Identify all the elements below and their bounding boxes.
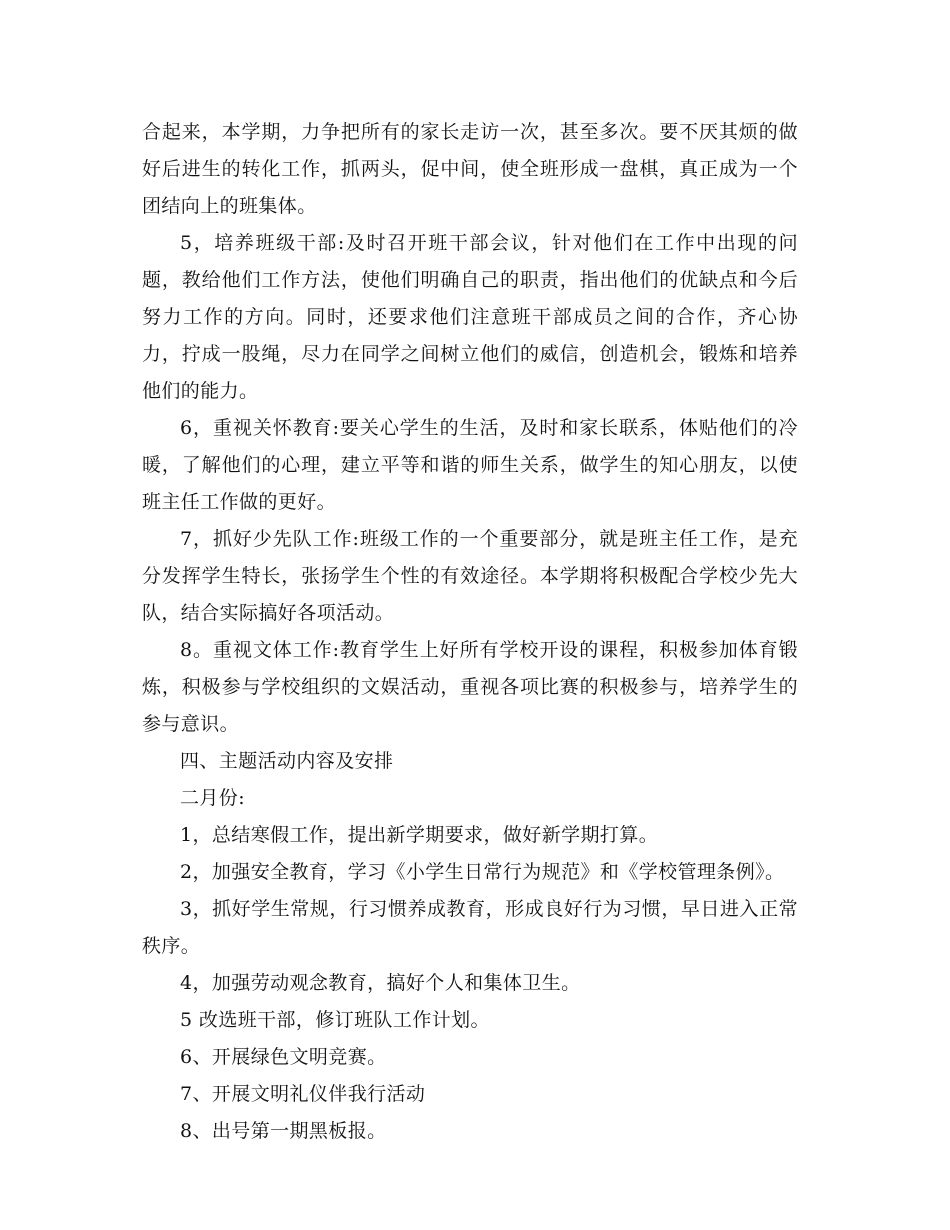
month-heading-february: 二月份: <box>180 787 246 809</box>
list-item: 1，总结寒假工作，提出新学期要求，做好新学期打算。 <box>180 824 659 846</box>
paragraph-continuation: 合起来，本学期，力争把所有的家长走访一次，甚至多次。要不厌其烦的做好后进生的转化工作，抓两头，促中间，使全班形成一盘棋，真正成为一个团结向上的班集体。 <box>142 121 798 217</box>
document-body <box>142 114 798 1150</box>
list-item: 6、开展绿色文明竞赛。 <box>180 1046 387 1068</box>
paragraph-item-6-care-education: 6，重视关怀教育:要关心学生的生活，及时和家长联系，体贴他们的冷暖，了解他们的心理，建立平等和谐的师生关系，做学生的知心朋友，以使班主任工作做的更好。 <box>142 417 798 513</box>
list-item: 3，抓好学生常规，行习惯养成教育，形成良好行为习惯，早日进入正常秩序。 <box>142 898 798 957</box>
paragraph-item-5-class-leaders: 5，培养班级干部:及时召开班干部会议，针对他们在工作中出现的问题，教给他们工作方法，使他们明确自己的职责，指出他们的优缺点和今后努力工作的方向。同时，还要求他们注意班干部成员之间的合作，齐心协力，拧成一股绳，尽力在同学之间树立他们的威信，创造机会，锻炼和培养他们的能力。 <box>142 232 798 402</box>
list-item: 7、开展文明礼仪伴我行活动 <box>180 1083 426 1105</box>
paragraph-item-7-young-pioneers: 7，抓好少先队工作:班级工作的一个重要部分，就是班主任工作，是充分发挥学生特长，张扬学生个性的有效途径。本学期将积极配合学校少先大队，结合实际搞好各项活动。 <box>142 528 798 624</box>
list-item: 2，加强安全教育，学习《小学生日常行为规范》和《学校管理条例》。 <box>180 861 785 883</box>
list-item: 4，加强劳动观念教育，搞好个人和集体卫生。 <box>180 972 581 994</box>
paragraph-item-8-sports-culture: 8。重视文体工作:教育学生上好所有学校开设的课程，积极参加体育锻炼，积极参与学校组织的文娱活动，重视各项比赛的积极参与，培养学生的参与意识。 <box>142 639 798 735</box>
list-item: 5 改选班干部，修订班队工作计划。 <box>180 1009 490 1031</box>
section-heading-activities: 四、主题活动内容及安排 <box>180 750 394 772</box>
list-item: 8、出号第一期黑板报。 <box>180 1120 387 1142</box>
